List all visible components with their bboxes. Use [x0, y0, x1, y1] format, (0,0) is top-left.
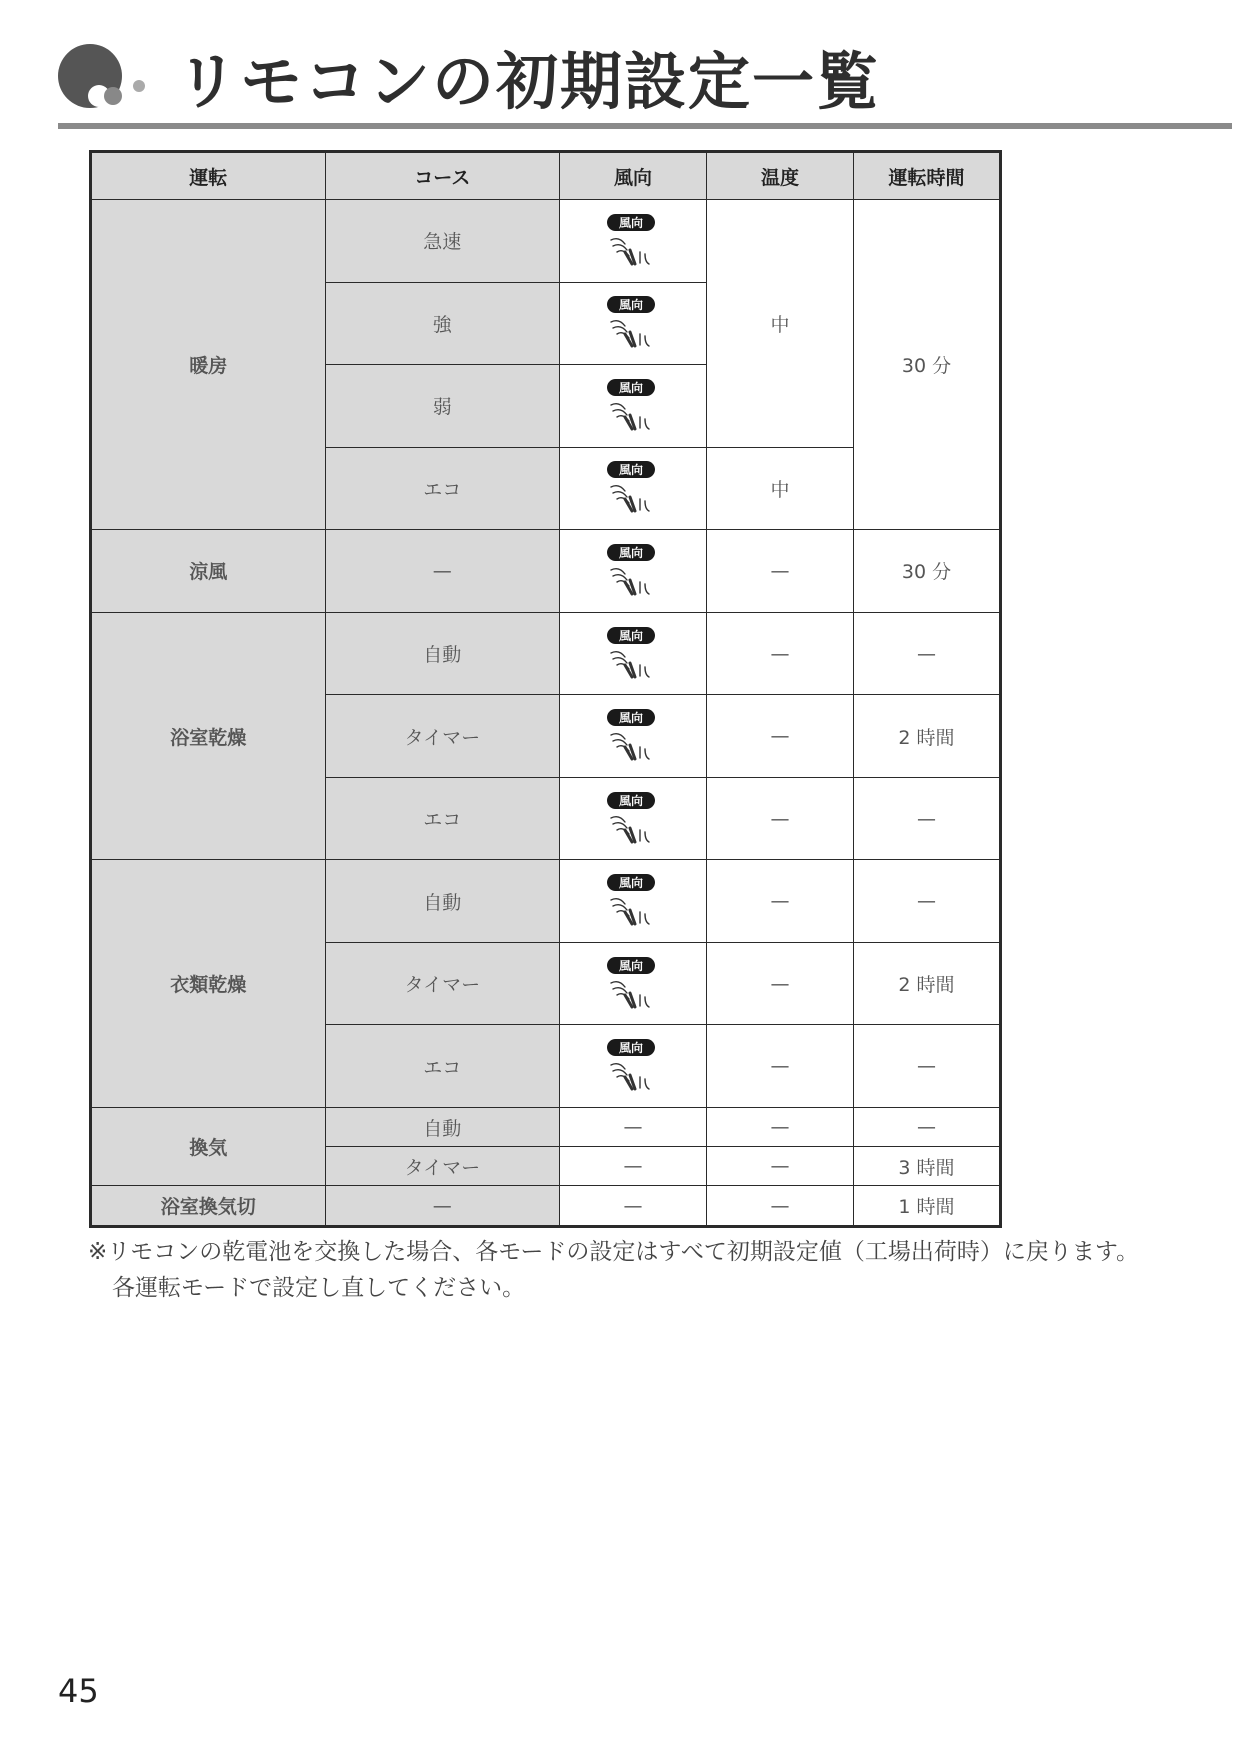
temp-cell: —: [707, 860, 854, 943]
header-mode: 運転: [91, 152, 326, 200]
time-cell: 2 時間: [854, 695, 1001, 778]
wind-cell: [560, 612, 707, 695]
temp-cell: —: [707, 695, 854, 778]
table-row: [91, 1186, 1001, 1227]
temp-cell: —: [707, 1025, 854, 1108]
course-cell: 急速: [325, 200, 560, 283]
table-row: [91, 1108, 1001, 1147]
time-cell: —: [854, 612, 1001, 695]
mode-cell: 涼風: [91, 530, 326, 613]
footnote-line-1: ※リモコンの乾電池を交換した場合、各モードの設定はすべて初期設定値（工場出荷時）に戻ります。: [88, 1239, 1140, 1265]
wind-cell: [560, 530, 707, 613]
course-cell: 強: [325, 282, 560, 365]
svg-text:風向: 風向: [619, 711, 644, 726]
svg-text:風向: 風向: [619, 628, 644, 643]
svg-text:風向: 風向: [619, 215, 644, 230]
table-row: [91, 860, 1001, 943]
wind-direction-icon: [603, 542, 663, 600]
mode-cell: 浴室乾燥: [91, 612, 326, 860]
title-bullet-icon: [56, 40, 156, 120]
wind-cell: [560, 777, 707, 860]
table-header-row: [91, 152, 1001, 200]
page-number: 45: [58, 1672, 99, 1710]
table-row: [91, 530, 1001, 613]
temp-cell: —: [707, 1108, 854, 1147]
time-cell: 30 分: [854, 530, 1001, 613]
wind-cell: [560, 200, 707, 283]
svg-text:風向: 風向: [619, 545, 644, 560]
svg-text:風向: 風向: [619, 1041, 644, 1056]
wind-direction-icon: [603, 1037, 663, 1095]
wind-direction-icon: [603, 707, 663, 765]
time-cell: 1 時間: [854, 1186, 1001, 1227]
wind-direction-icon: [603, 294, 663, 352]
header-temp: 温度: [707, 152, 854, 200]
temp-cell: —: [707, 612, 854, 695]
course-cell: 自動: [325, 860, 560, 943]
course-cell: タイマー: [325, 1147, 560, 1186]
wind-cell: —: [560, 1147, 707, 1186]
header-time: 運転時間: [854, 152, 1001, 200]
course-cell: タイマー: [325, 942, 560, 1025]
wind-direction-icon: [603, 872, 663, 930]
temp-cell: —: [707, 942, 854, 1025]
course-cell: 自動: [325, 612, 560, 695]
mode-cell: 浴室換気切: [91, 1186, 326, 1227]
wind-cell: —: [560, 1108, 707, 1147]
time-cell: 3 時間: [854, 1147, 1001, 1186]
wind-cell: [560, 942, 707, 1025]
course-cell: タイマー: [325, 695, 560, 778]
course-cell: エコ: [325, 777, 560, 860]
course-cell: 弱: [325, 365, 560, 448]
page-title: リモコンの初期設定一覧: [176, 45, 881, 118]
wind-cell: [560, 860, 707, 943]
svg-text:風向: 風向: [619, 463, 644, 478]
title-underline: [58, 123, 1232, 129]
wind-direction-icon: [603, 459, 663, 517]
temp-cell: —: [707, 530, 854, 613]
header-wind: 風向: [560, 152, 707, 200]
wind-direction-icon: [603, 212, 663, 270]
svg-text:風向: 風向: [619, 793, 644, 808]
footnote: [88, 1234, 1139, 1306]
wind-cell: [560, 365, 707, 448]
course-cell: エコ: [325, 447, 560, 530]
wind-cell: [560, 1025, 707, 1108]
mode-cell: 衣類乾燥: [91, 860, 326, 1108]
time-cell: 30 分: [854, 200, 1001, 530]
header-course: コース: [325, 152, 560, 200]
temp-cell: 中: [707, 200, 854, 448]
wind-direction-icon: [603, 790, 663, 848]
course-cell: 自動: [325, 1108, 560, 1147]
footnote-line-2: 各運転モードで設定し直してください。: [112, 1275, 526, 1301]
time-cell: —: [854, 1025, 1001, 1108]
wind-cell: [560, 447, 707, 530]
wind-direction-icon: [603, 955, 663, 1013]
course-cell: —: [325, 1186, 560, 1227]
time-cell: 2 時間: [854, 942, 1001, 1025]
time-cell: —: [854, 777, 1001, 860]
wind-cell: —: [560, 1186, 707, 1227]
temp-cell: —: [707, 1186, 854, 1227]
wind-direction-icon: [603, 625, 663, 683]
time-cell: —: [854, 860, 1001, 943]
wind-cell: [560, 695, 707, 778]
wind-cell: [560, 282, 707, 365]
svg-text:風向: 風向: [619, 380, 644, 395]
table-row: [91, 612, 1001, 695]
temp-cell: 中: [707, 447, 854, 530]
svg-text:風向: 風向: [619, 876, 644, 891]
temp-cell: —: [707, 777, 854, 860]
svg-text:風向: 風向: [619, 298, 644, 313]
temp-cell: —: [707, 1147, 854, 1186]
wind-direction-icon: [603, 377, 663, 435]
svg-text:風向: 風向: [619, 958, 644, 973]
mode-cell: 換気: [91, 1108, 326, 1186]
course-cell: —: [325, 530, 560, 613]
mode-cell: 暖房: [91, 200, 326, 530]
time-cell: —: [854, 1108, 1001, 1147]
table-row: [91, 200, 1001, 283]
initial-settings-table: [89, 150, 1002, 1228]
course-cell: エコ: [325, 1025, 560, 1108]
